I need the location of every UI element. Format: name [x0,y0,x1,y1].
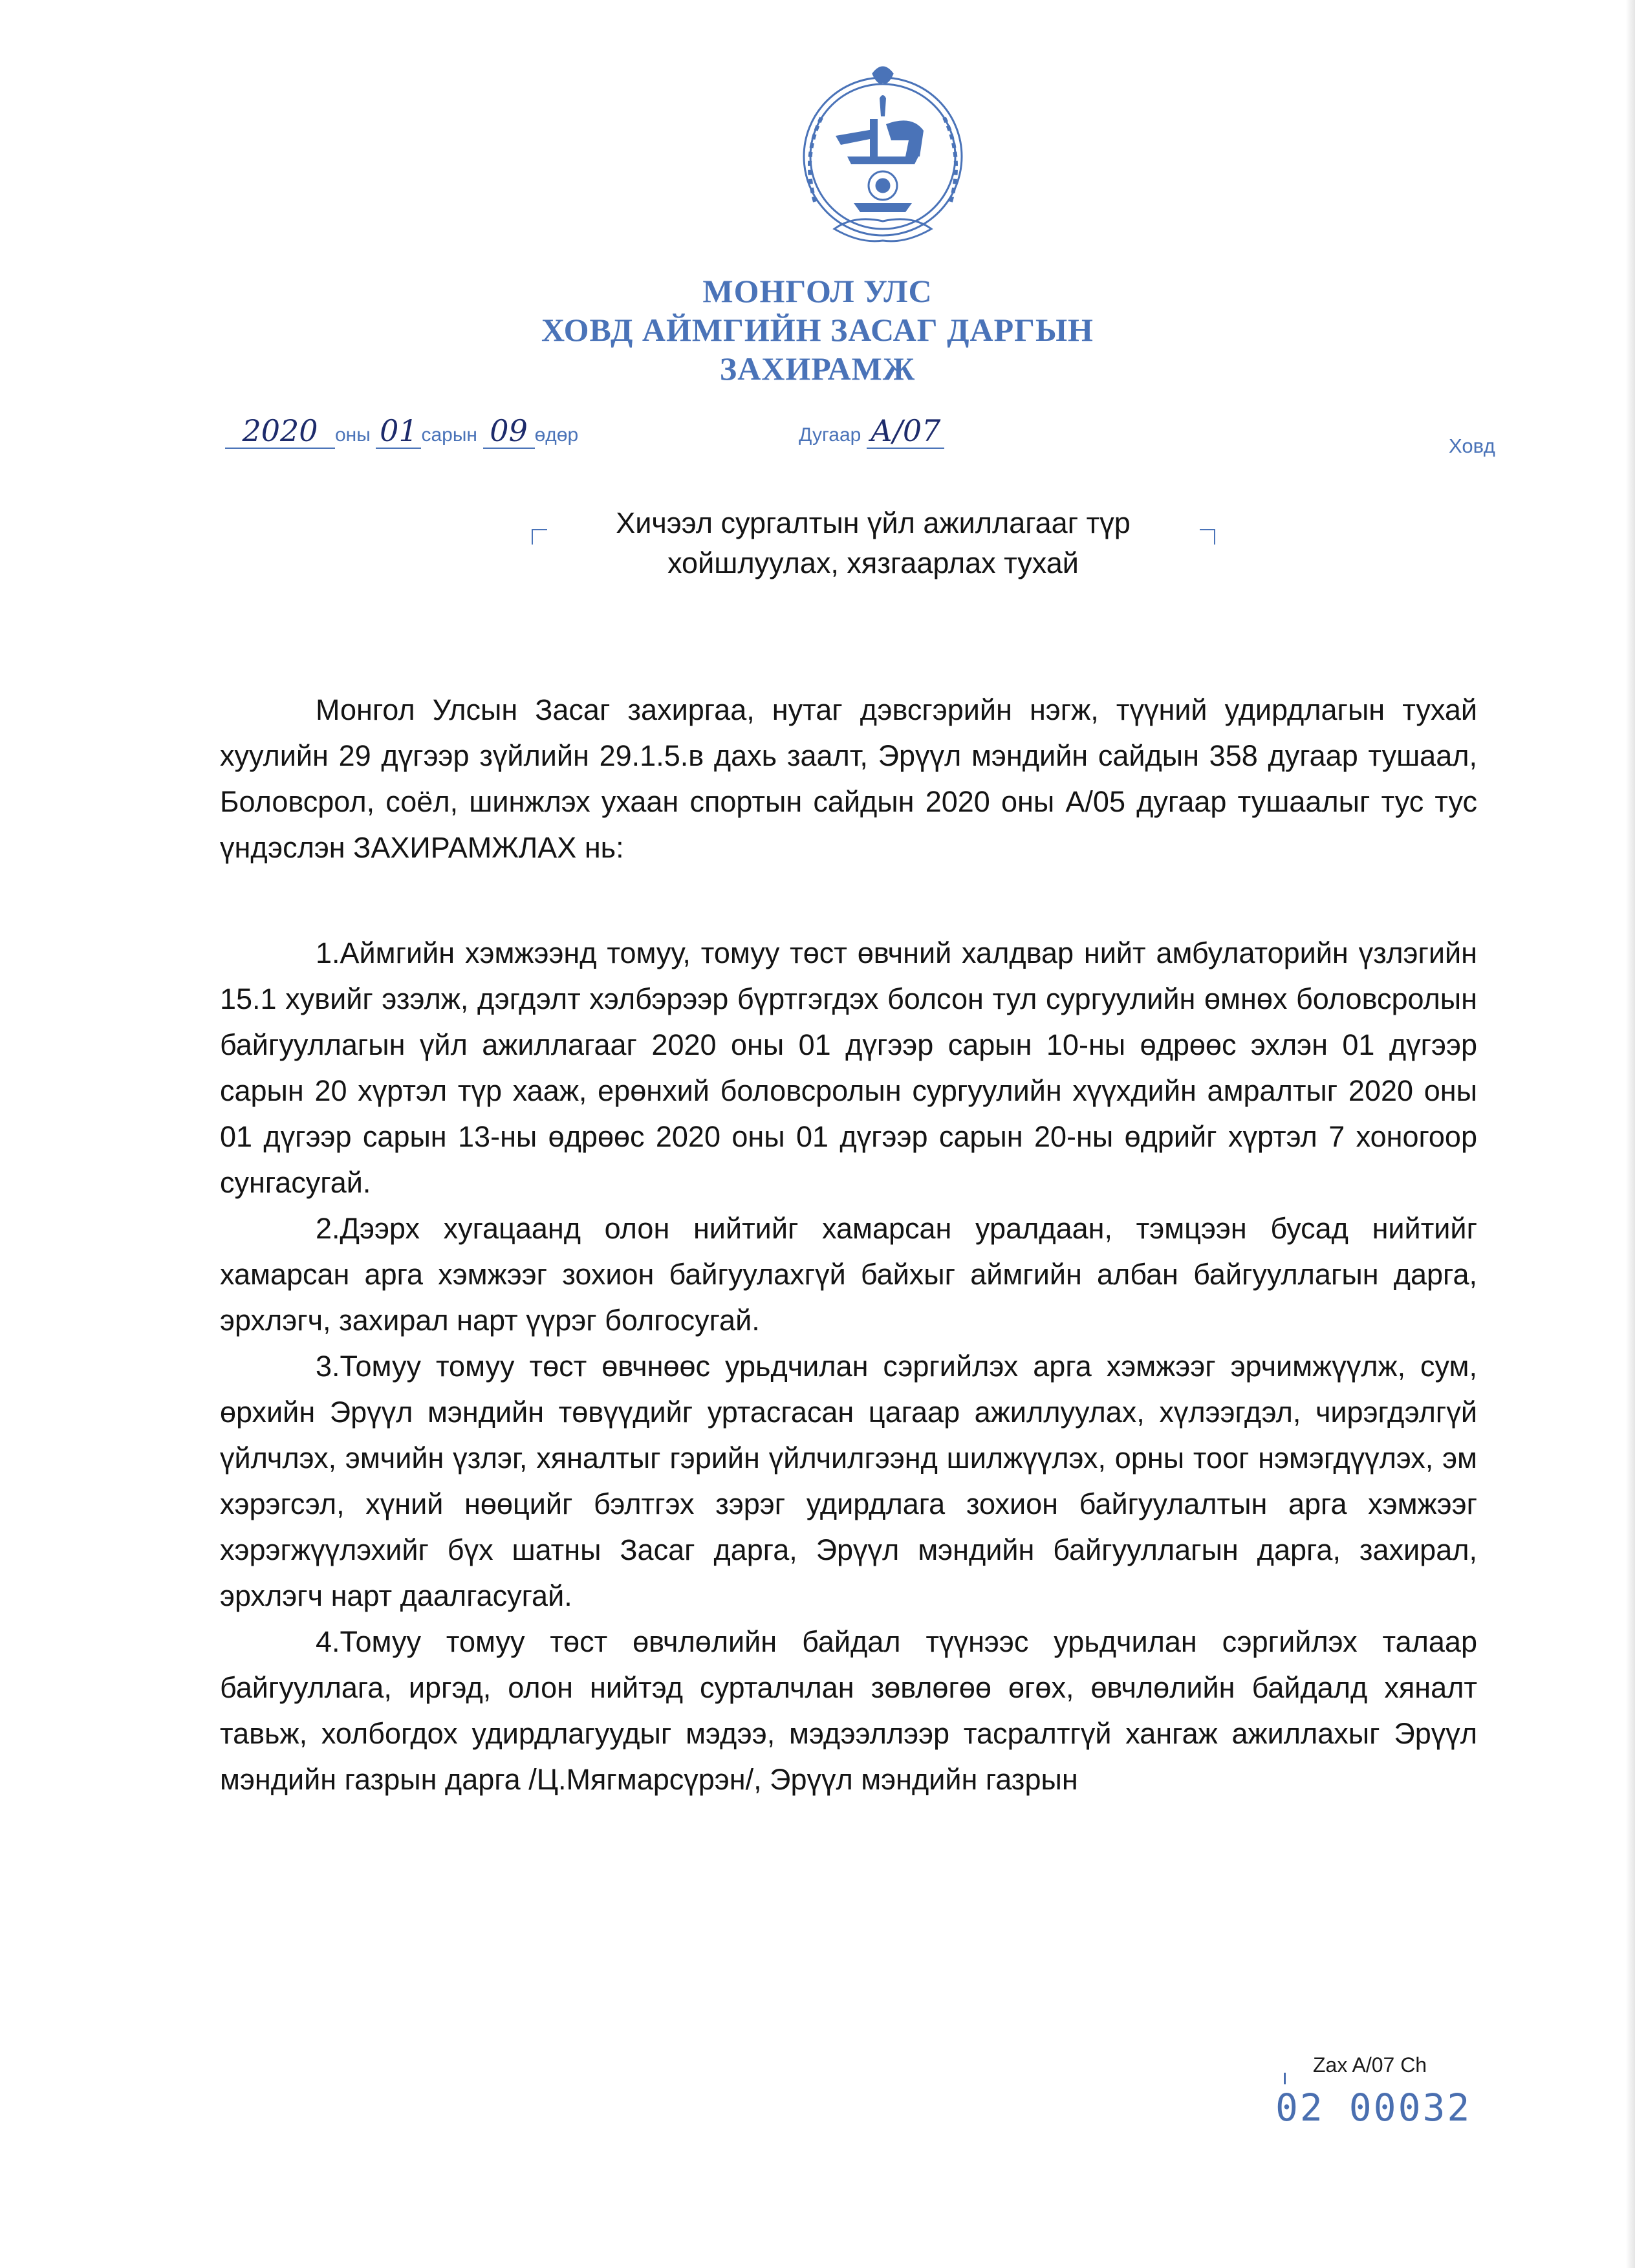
date-day: 09 [483,414,535,449]
preamble-paragraph: Монгол Улсын Засаг захиргаа, нутаг дэвсгэрийн нэгж, түүний удирдлагын тухай хуулийн 29 дүгээр зүйлийн 29.1.5.в дахь заалт, Эрүүл мэндийн сайдын 358 дугаар тушаал, Боловсрол, соёл, шинжлэх ухаан спортын сайдын 2020 оны А/05 дугаар тушаалыг тус тус үндэслэн ЗАХИРАМЖЛАХ нь: [220,693,1477,864]
date-line [225,414,578,449]
subject-bracket-left [532,529,547,545]
order-item-1: 1.Аймгийн хэмжээнд томуу, томуу төст өвчний халдвар нийт амбулаторийн үзлэгийн 15.1 хувийг эзэлж, дэгдэлт хэлбэрээр бүртгэгдэх болсон тул сургуулийн өмнөх боловсролын байгууллагын үйл ажиллагааг 2020 оны 01 дүгээр сарын 10-ны өдрөөс эхлэн 01 дүгээр сарын 20 хүртэл түр хааж, ерөнхий боловсролын сургуулийн хүүхдийн амралтыг 2020 оны 01 дүгээр сарын 13-ны өдрөөс 2020 оны 01 дүгээр сарын 20-ны өдрийг хүртэл 7 хоногоор сунгасугай. [220,936,1477,1199]
date-year: 2020 [225,414,335,449]
year-label: оны [335,424,371,446]
document-body [220,687,1477,1802]
document-header [0,272,1635,388]
footer-code: Zax A/07 Ch [1313,2053,1427,2077]
place-name: Ховд [1449,435,1495,457]
subject-line-2: хойшлуулах, хязгаарлах тухай [667,546,1079,579]
number-label: Дугаар [799,424,861,446]
order-item-2: 2.Дээрх хугацаанд олон нийтийг хамарсан уралдаан, тэмцээн бусад нийтийг хамарсан арга хэмжээг зохион байгуулахгүй байхыг аймгийн албан байгууллагын дарга, эрхлэгч, захирал нарт үүрэг болгосугай. [220,1212,1477,1337]
date-month: 01 [376,414,421,449]
document-type: ЗАХИРАМЖ [719,351,916,387]
footer-mark [1284,2073,1286,2084]
office-name: ХОВД АЙМГИЙН ЗАСАГ ДАРГЫН [541,312,1094,348]
subject-heading [550,503,1196,583]
subject-bracket-right [1200,529,1215,545]
serial-number: 02 00032 [1275,2086,1472,2130]
number-line [799,414,944,449]
month-label: сарын [421,424,477,446]
day-label: өдөр [534,424,579,446]
country-name: МОНГОЛ УЛС [702,273,933,309]
state-emblem-icon [776,59,990,254]
order-item-4: 4.Томуу томуу төст өвчлөлийн байдал түүнээс урьдчилан сэргийлэх талаар байгууллага, иргэд, олон нийтэд сурталчлан зөвлөгөө өгөх, өвчлөлийн байдалд хяналт тавьж, холбогдох удирдлагуудыг мэдээ, мэдээллээр тасралтгүй хангаж ажиллахыг Эрүүл мэндийн газрын дарга /Ц.Мягмарсүрэн/, Эрүүл мэндийн газрын [220,1625,1477,1796]
subject-line-1: Хичээл сургалтын үйл ажиллагааг түр [616,506,1131,539]
order-item-3: 3.Томуу томуу төст өвчнөөс урьдчилан сэргийлэх арга хэмжээг эрчимжүүлж, сум, өрхийн Эрүүл мэндийн төвүүдийг уртасгасан цагаар ажиллуулах, хүлээгдэл, чирэгдэлгүй үйлчлэх, эмчийн үзлэг, хяналтыг гэрийн үйлчилгээнд шилжүүлэх, орны тоог нэмэгдүүлэх, эм хэрэгсэл, хүний нөөцийг бэлтгэх зэрэг удирдлага зохион байгуулалтын арга хэмжээг хэрэгжүүлэхийг бүх шатны Засаг дарга, Эрүүл мэндийн байгууллагын дарга, захирал, эрхлэгч нарт даалгасугай. [220,1350,1477,1612]
document-number: А/07 [867,414,944,449]
